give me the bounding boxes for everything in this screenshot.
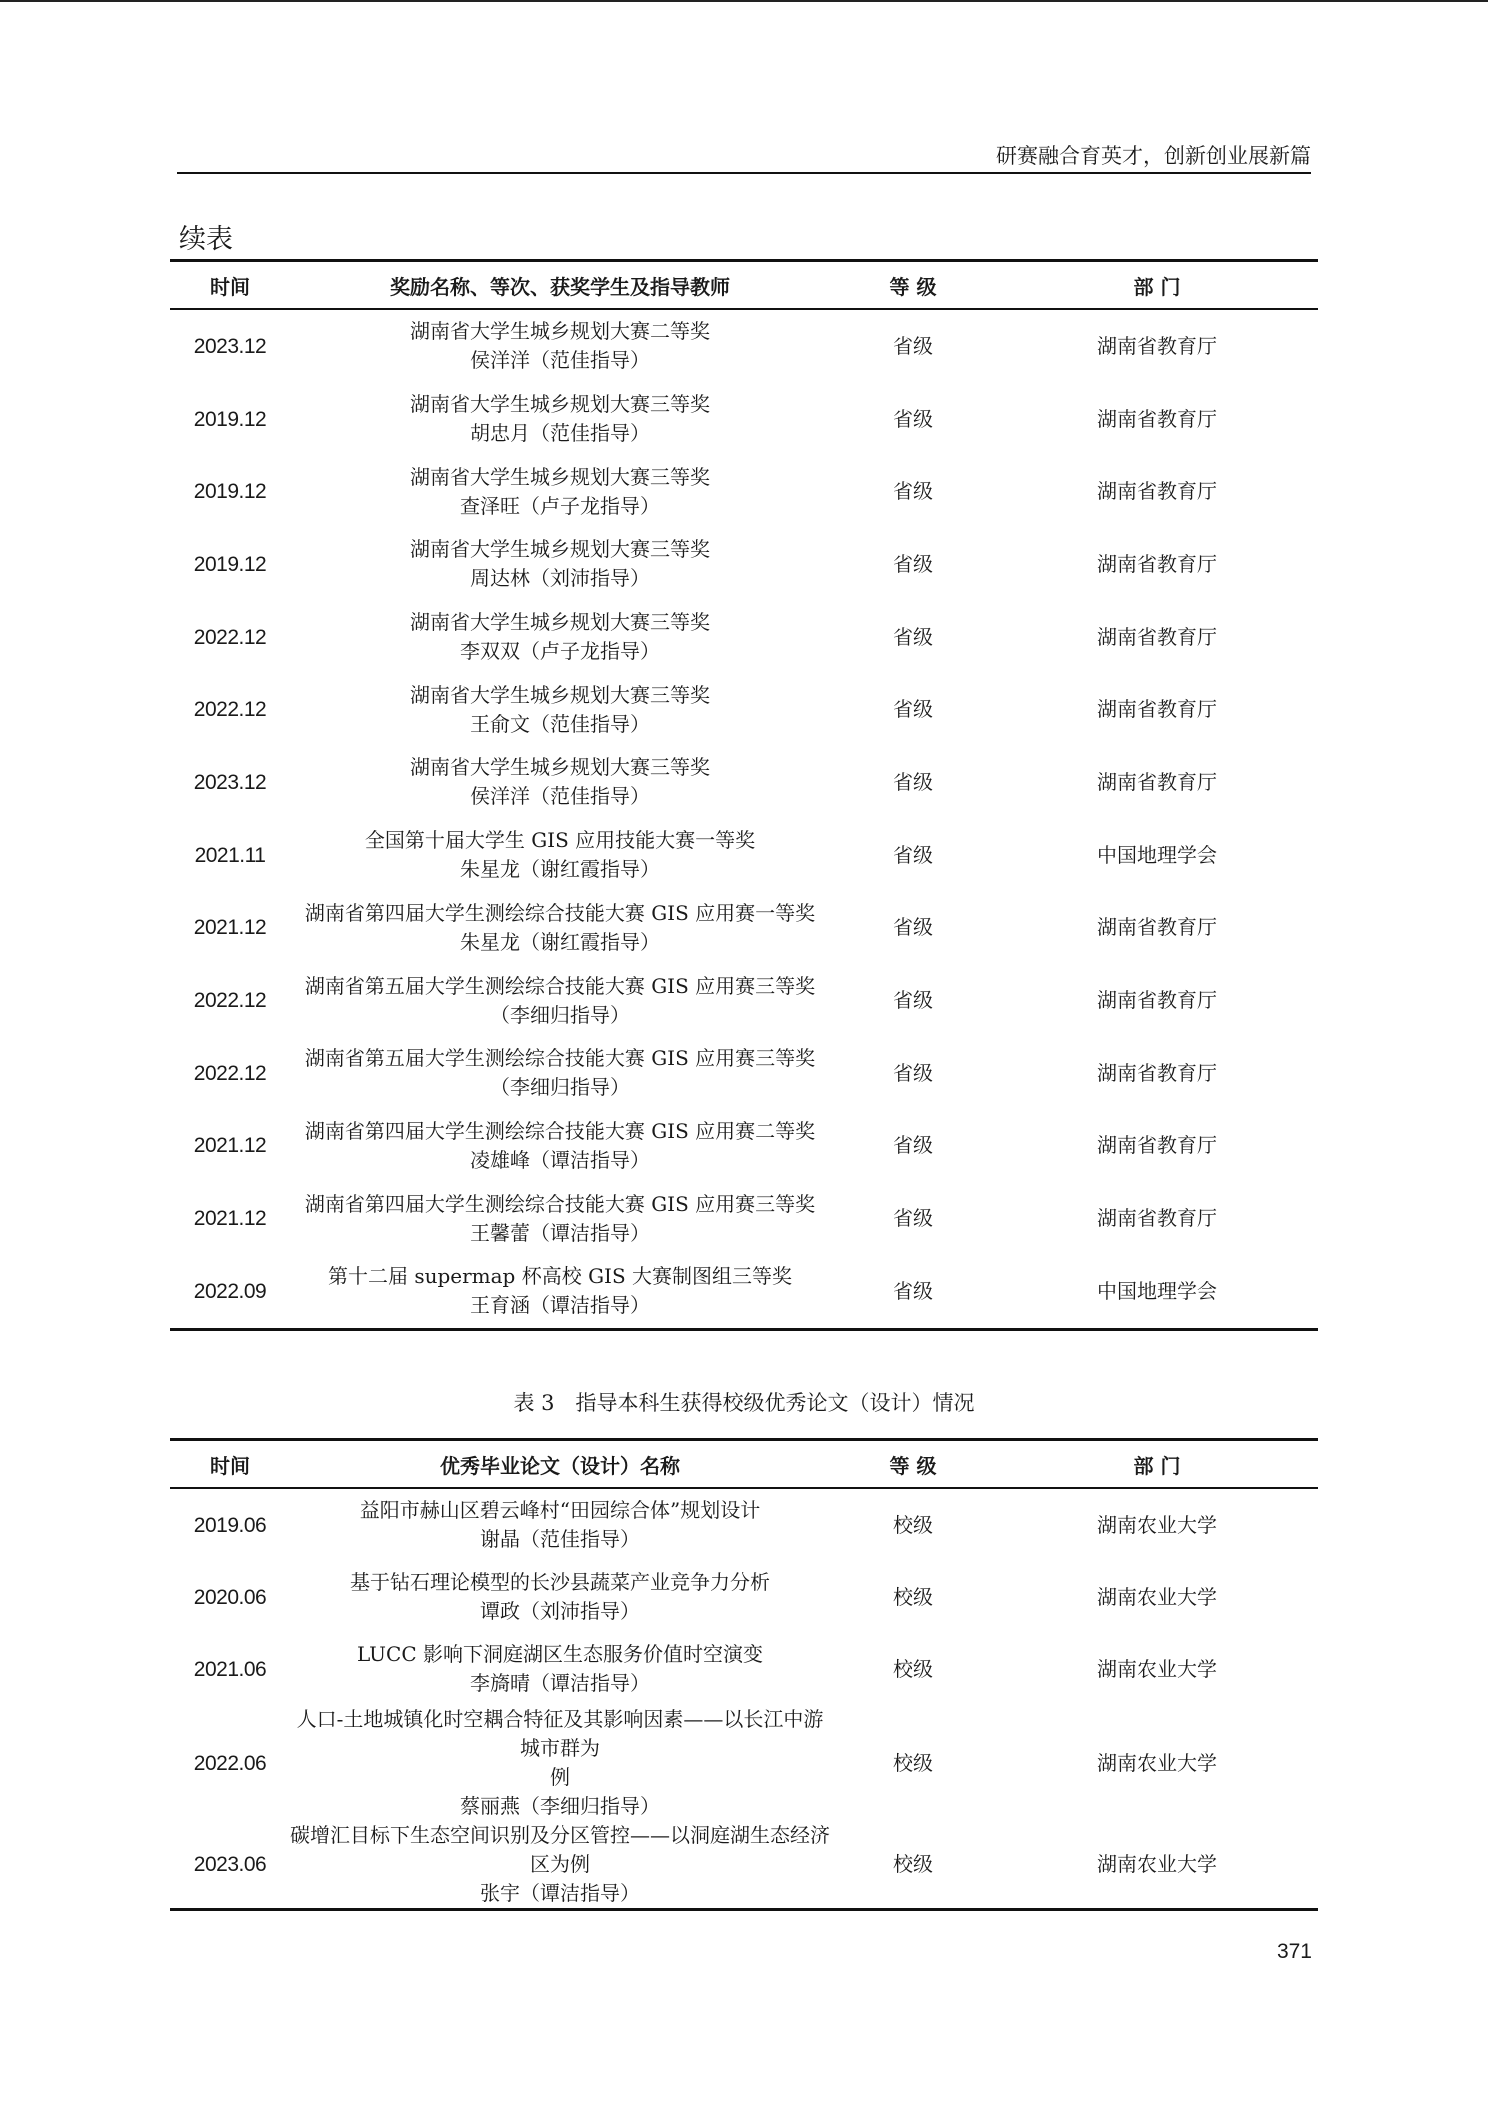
award-level: 省级 <box>893 1060 933 1085</box>
award-department: 湖南省教育厅 <box>1097 479 1217 504</box>
award-level: 省级 <box>830 1255 996 1329</box>
table-row <box>170 1037 1318 1110</box>
table-row <box>170 1705 1318 1821</box>
table-row <box>170 1633 1318 1705</box>
award-level: 省级 <box>893 1133 933 1158</box>
table-row <box>170 819 1318 892</box>
award-date: 2021.12 <box>193 1134 267 1158</box>
award-department: 湖南省教育厅 <box>1097 697 1217 722</box>
award-department: 湖南省教育厅 <box>1097 1133 1217 1158</box>
thesis-student: 蔡丽燕（李细归指导） <box>460 1794 660 1818</box>
award-description <box>290 601 830 674</box>
award-department: 湖南省教育厅 <box>1097 915 1217 940</box>
table-row <box>170 455 1318 528</box>
award-description <box>290 819 830 892</box>
table-row <box>170 746 1318 819</box>
thesis-student: 李旖晴（谭洁指导） <box>470 1671 650 1695</box>
thesis-date: 2021.06 <box>193 1657 267 1681</box>
award-name: 湖南省第四届大学生测绘综合技能大赛 GIS 应用赛二等奖 <box>304 1118 816 1143</box>
table-row <box>170 309 1318 383</box>
thesis-date: 2022.06 <box>193 1751 267 1775</box>
award-description <box>290 746 830 819</box>
award-recipients: 侯洋洋（范佳指导） <box>470 784 650 809</box>
thesis-table <box>170 1438 1318 1911</box>
award-description <box>290 673 830 746</box>
award-description <box>290 383 830 456</box>
thesis-date: 2023.06 <box>170 1821 290 1910</box>
table-row <box>170 1821 1318 1910</box>
award-recipients: （李细归指导） <box>490 1002 630 1027</box>
award-date: 2021.12 <box>193 916 267 940</box>
award-name: 第十二届 supermap 杯高校 GIS 大赛制图组三等奖 <box>327 1264 793 1289</box>
award-recipients: 李双双（卢子龙指导） <box>460 639 660 664</box>
thesis-department: 湖南农业大学 <box>1097 1512 1217 1537</box>
award-level: 省级 <box>893 988 933 1013</box>
award-description <box>290 309 830 383</box>
thesis-title: 人口-土地城镇化时空耦合特征及其影响因素——以长江中游城市群为 <box>296 1707 824 1760</box>
thesis-description <box>290 1561 830 1633</box>
award-name: 湖南省大学生城乡规划大赛三等奖 <box>410 682 710 707</box>
award-date: 2019.12 <box>193 407 267 431</box>
award-date: 2019.12 <box>193 552 267 576</box>
thesis-level: 校级 <box>893 1584 933 1609</box>
award-name: 湖南省大学生城乡规划大赛三等奖 <box>410 464 710 489</box>
table-row <box>170 601 1318 674</box>
award-name: 湖南省第四届大学生测绘综合技能大赛 GIS 应用赛三等奖 <box>304 1191 816 1216</box>
table-row <box>170 964 1318 1037</box>
thesis-department: 湖南农业大学 <box>996 1821 1318 1910</box>
thesis-title: 益阳市赫山区碧云峰村“田园综合体”规划设计 <box>359 1498 761 1522</box>
award-name: 湖南省大学生城乡规划大赛三等奖 <box>410 392 710 417</box>
award-recipients: 王俞文（范佳指导） <box>470 711 650 736</box>
header-award: 奖励名称、等次、获奖学生及指导教师 <box>290 261 830 310</box>
thesis-student: 谢晶（范佳指导） <box>480 1527 640 1551</box>
awards-table-body <box>170 309 1318 1329</box>
award-description <box>290 455 830 528</box>
award-name: 湖南省大学生城乡规划大赛三等奖 <box>410 610 710 635</box>
awards-table <box>170 259 1318 1331</box>
award-department: 湖南省教育厅 <box>1097 988 1217 1013</box>
header-rule <box>177 172 1311 174</box>
award-level: 省级 <box>893 406 933 431</box>
award-recipients: 凌雄峰（谭洁指导） <box>470 1147 650 1172</box>
thesis-level: 校级 <box>893 1750 933 1775</box>
thesis-level: 校级 <box>893 1512 933 1537</box>
award-name: 湖南省大学生城乡规划大赛三等奖 <box>410 755 710 780</box>
table-3-caption: 表 3 指导本科生获得校级优秀论文（设计）情况 <box>513 1391 975 1415</box>
page-number: 371 <box>1276 1940 1312 1963</box>
award-date: 2019.12 <box>193 480 267 504</box>
award-department: 湖南省教育厅 <box>1097 624 1217 649</box>
thesis-level: 校级 <box>893 1656 933 1681</box>
award-description <box>290 964 830 1037</box>
award-level: 省级 <box>893 915 933 940</box>
award-name: 湖南省大学生城乡规划大赛二等奖 <box>410 319 710 344</box>
award-date: 2023.12 <box>193 770 267 794</box>
thesis-table-body <box>170 1488 1318 1910</box>
thesis-description <box>290 1488 830 1561</box>
award-level: 省级 <box>893 1206 933 1231</box>
header-level: 等 级 <box>830 261 996 310</box>
table-row <box>170 673 1318 746</box>
award-date: 2022.12 <box>193 1061 267 1085</box>
award-recipients: 侯洋洋（范佳指导） <box>470 348 650 373</box>
awards-table-header <box>170 261 1318 310</box>
award-description <box>290 1037 830 1110</box>
header-level: 等 级 <box>830 1440 996 1489</box>
thesis-title: 例 <box>550 1765 570 1789</box>
award-level: 省级 <box>893 842 933 867</box>
thesis-description <box>290 1821 830 1910</box>
continued-table-label: 续表 <box>179 224 233 255</box>
award-recipients: 朱星龙（谢红霞指导） <box>460 929 660 954</box>
table-row <box>170 1182 1318 1255</box>
award-date: 2023.12 <box>193 334 267 358</box>
thesis-department: 湖南农业大学 <box>1097 1656 1217 1681</box>
award-recipients: 查泽旺（卢子龙指导） <box>460 493 660 518</box>
award-name: 湖南省大学生城乡规划大赛三等奖 <box>410 537 710 562</box>
award-description <box>290 528 830 601</box>
award-department: 湖南省教育厅 <box>1097 1206 1217 1231</box>
award-description <box>290 1110 830 1183</box>
award-level: 省级 <box>893 333 933 358</box>
award-date: 2021.12 <box>193 1207 267 1231</box>
thesis-department: 湖南农业大学 <box>1097 1750 1217 1775</box>
table-row <box>170 1488 1318 1561</box>
award-level: 省级 <box>893 551 933 576</box>
award-date: 2022.12 <box>193 625 267 649</box>
award-recipients: （李细归指导） <box>490 1075 630 1100</box>
award-department: 湖南省教育厅 <box>1097 1060 1217 1085</box>
thesis-description <box>290 1705 830 1821</box>
award-department: 湖南省教育厅 <box>1097 769 1217 794</box>
thesis-student: 张宇（谭洁指导） <box>480 1881 640 1905</box>
award-level: 省级 <box>893 479 933 504</box>
header-department: 部 门 <box>996 1440 1318 1489</box>
thesis-date: 2019.06 <box>193 1513 267 1537</box>
award-level: 省级 <box>893 769 933 794</box>
award-department: 湖南省教育厅 <box>1097 406 1217 431</box>
thesis-title: 基于钻石理论模型的长沙县蔬菜产业竞争力分析 <box>350 1570 770 1594</box>
thesis-title: LUCC 影响下洞庭湖区生态服务价值时空演变 <box>356 1642 763 1666</box>
award-recipients: 胡忠月（范佳指导） <box>470 421 650 446</box>
award-department: 湖南省教育厅 <box>1097 551 1217 576</box>
award-description <box>290 1182 830 1255</box>
award-department: 中国地理学会 <box>996 1255 1318 1329</box>
header-time: 时间 <box>170 261 290 310</box>
top-border-rule <box>0 0 1488 2</box>
award-recipients: 王育涵（谭洁指导） <box>470 1293 650 1318</box>
award-recipients: 朱星龙（谢红霞指导） <box>460 857 660 882</box>
table-row <box>170 1110 1318 1183</box>
award-recipients: 王馨蕾（谭洁指导） <box>470 1220 650 1245</box>
thesis-level: 校级 <box>830 1821 996 1910</box>
award-department: 湖南省教育厅 <box>1097 333 1217 358</box>
award-name: 湖南省第五届大学生测绘综合技能大赛 GIS 应用赛三等奖 <box>304 973 816 998</box>
table-row <box>170 1255 1318 1329</box>
award-recipients: 周达林（刘沛指导） <box>470 566 650 591</box>
table-row <box>170 528 1318 601</box>
award-name: 全国第十届大学生 GIS 应用技能大赛一等奖 <box>364 828 756 853</box>
thesis-table-header <box>170 1440 1318 1489</box>
table-row <box>170 892 1318 965</box>
award-description <box>290 1255 830 1329</box>
award-date: 2022.12 <box>193 989 267 1013</box>
header-department: 部 门 <box>996 261 1318 310</box>
award-level: 省级 <box>893 624 933 649</box>
thesis-date: 2020.06 <box>193 1585 267 1609</box>
running-header: 研赛融合育英才，创新创业展新篇 <box>996 144 1311 168</box>
table-row <box>170 1561 1318 1633</box>
header-time: 时间 <box>170 1440 290 1489</box>
award-description <box>290 892 830 965</box>
award-name: 湖南省第五届大学生测绘综合技能大赛 GIS 应用赛三等奖 <box>304 1046 816 1071</box>
thesis-student: 谭政（刘沛指导） <box>480 1599 640 1623</box>
header-thesis-title: 优秀毕业论文（设计）名称 <box>290 1440 830 1489</box>
thesis-description <box>290 1633 830 1705</box>
thesis-title: 碳增汇目标下生态空间识别及分区管控——以洞庭湖生态经济区为例 <box>290 1823 830 1876</box>
award-level: 省级 <box>893 697 933 722</box>
thesis-department: 湖南农业大学 <box>1097 1584 1217 1609</box>
table-row <box>170 383 1318 456</box>
award-date: 2022.09 <box>170 1255 290 1329</box>
award-date: 2022.12 <box>193 698 267 722</box>
award-name: 湖南省第四届大学生测绘综合技能大赛 GIS 应用赛一等奖 <box>304 900 816 925</box>
award-date: 2021.11 <box>194 843 266 867</box>
award-department: 中国地理学会 <box>1097 842 1217 867</box>
